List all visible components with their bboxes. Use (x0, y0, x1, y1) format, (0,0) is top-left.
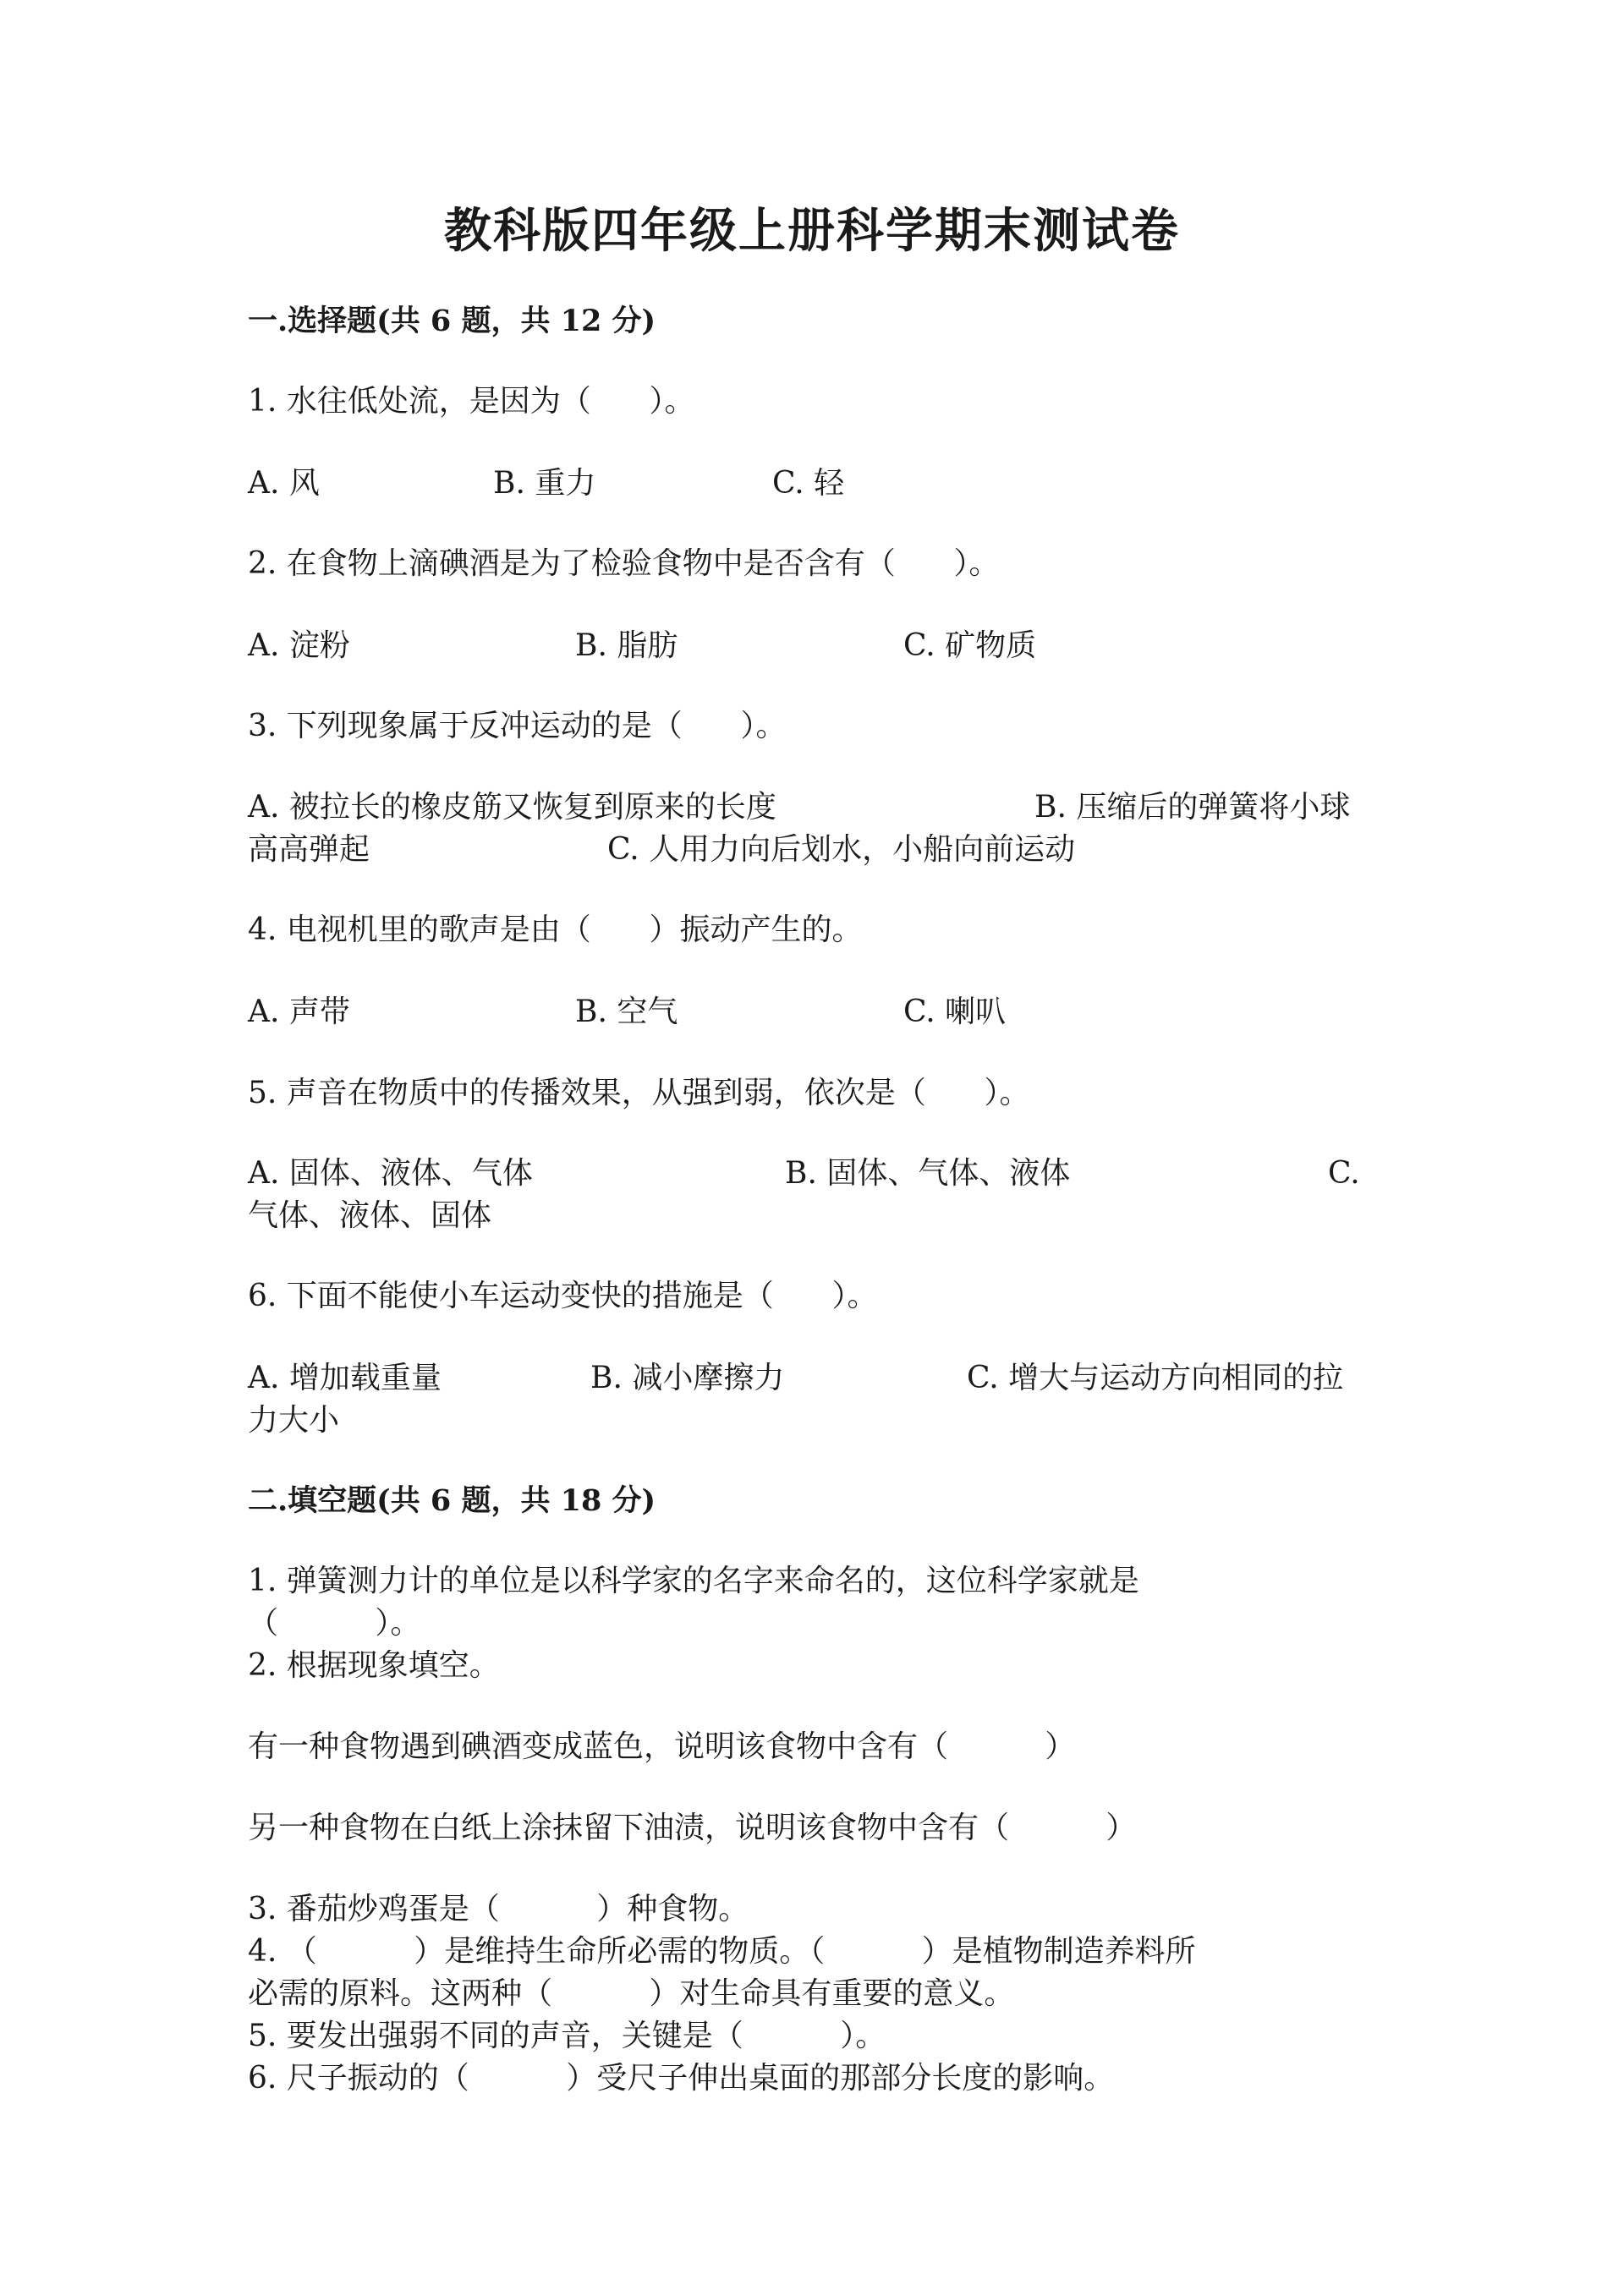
page-title: 教科版四年级上册科学期末测试卷 (444, 203, 1180, 259)
option-c: C. (1328, 1156, 1360, 1191)
option-b: B. 重力 (493, 466, 596, 501)
fill-question-line: 5. 要发出强弱不同的声音，关键是（ ）。 (248, 2019, 886, 2053)
option-c: C. 增大与运动方向相同的拉 (967, 1361, 1344, 1395)
option-b: B. 脂肪 (575, 628, 678, 663)
fill-question-line: 必需的原料。这两种（ ）对生命具有重要的意义。 (248, 1976, 1015, 2011)
section-heading-fill-blank: 二.填空题(共 6 题，共 18 分) (248, 1483, 656, 1518)
fill-question-line: 另一种食物在白纸上涂抹留下油渍，说明该食物中含有（ ） (248, 1811, 1137, 1845)
fill-question-line: 4. （ ）是维持生命所必需的物质。（ ）是植物制造养料所 (248, 1934, 1196, 1969)
question-stem: 3. 下列现象属于反冲运动的是（ ）。 (248, 709, 787, 743)
fill-question-line: （ ）。 (248, 1606, 421, 1641)
option-b: B. 减小摩擦力 (590, 1361, 785, 1395)
question-stem: 1. 水往低处流，是因为（ ）。 (248, 384, 695, 419)
option-a: A. 声带 (248, 995, 350, 1029)
fill-question-line: 3. 番茄炒鸡蛋是（ ）种食物。 (248, 1892, 749, 1926)
option-a: A. 增加载重量 (248, 1361, 442, 1395)
option-c: C. 喇叭 (903, 995, 1007, 1029)
question-stem: 2. 在食物上滴碘酒是为了检验食物中是否含有（ ）。 (248, 546, 1000, 581)
option-c-continued: 力大小 (248, 1403, 340, 1438)
fill-question-line: 6. 尺子振动的（ ）受尺子伸出桌面的那部分长度的影响。 (248, 2061, 1115, 2096)
option-b: B. 压缩后的弹簧将小球 (1034, 790, 1351, 825)
option-b-continued: 高高弹起 (248, 832, 370, 867)
fill-question-line: 有一种食物遇到碘酒变成蓝色，说明该食物中含有（ ） (248, 1729, 1076, 1764)
option-b: B. 固体、气体、液体 (785, 1156, 1071, 1191)
fill-question-line: 2. 根据现象填空。 (248, 1648, 500, 1683)
option-c-continued: 气体、液体、固体 (248, 1198, 492, 1233)
option-c: C. 人用力向后划水，小船向前运动 (607, 832, 1076, 867)
option-a: A. 风 (248, 466, 320, 501)
question-stem: 4. 电视机里的歌声是由（ ）振动产生的。 (248, 912, 863, 947)
option-b: B. 空气 (575, 995, 678, 1029)
question-stem: 5. 声音在物质中的传播效果，从强到弱，依次是（ ）。 (248, 1076, 1030, 1110)
section-heading-choice: 一.选择题(共 6 题，共 12 分) (248, 304, 656, 338)
option-c: C. 矿物质 (903, 628, 1037, 663)
option-c: C. 轻 (772, 466, 845, 501)
fill-question-line: 1. 弹簧测力计的单位是以科学家的名字来命名的，这位科学家就是 (248, 1564, 1139, 1598)
option-a: A. 固体、液体、气体 (248, 1156, 533, 1191)
option-a: A. 被拉长的橡皮筋又恢复到原来的长度 (248, 790, 776, 825)
option-a: A. 淀粉 (248, 628, 350, 663)
question-stem: 6. 下面不能使小车运动变快的措施是（ ）。 (248, 1279, 878, 1313)
